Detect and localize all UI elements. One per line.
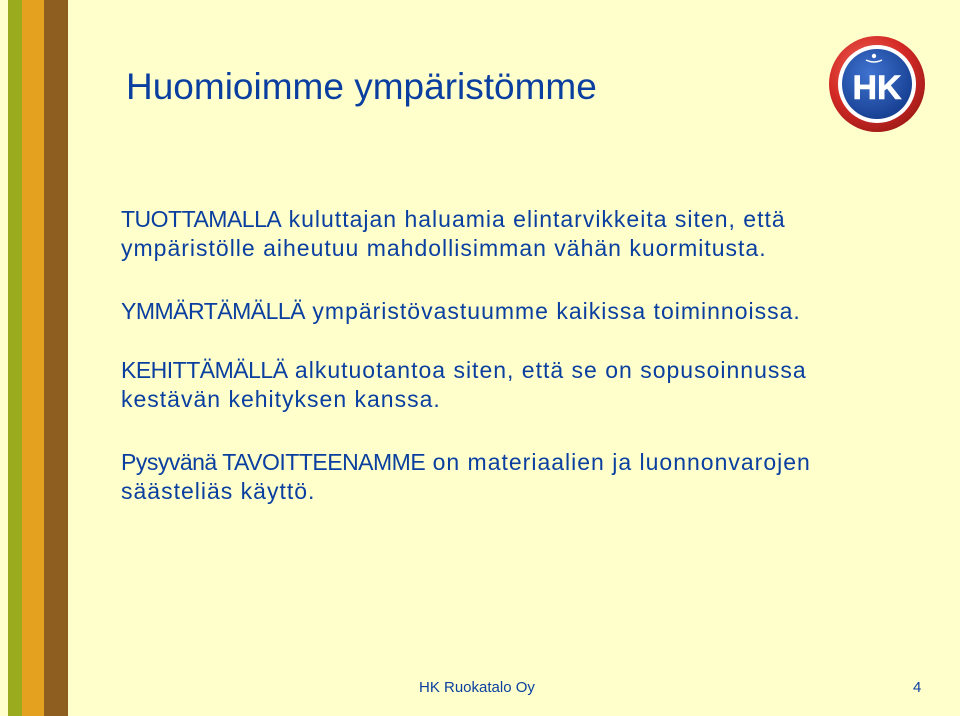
- paragraph-production: [121, 205, 911, 263]
- page-number: 4: [913, 679, 922, 696]
- paragraph-lead: TUOTTAMALLA: [121, 206, 282, 232]
- paragraph-developing: [121, 356, 911, 414]
- hk-logo: [826, 33, 928, 135]
- paragraph-text: alkutuotantoa siten, että se on sopusoinnussa kestävän kehityksen kanssa.: [121, 357, 807, 412]
- paragraph-text: kuluttajan haluamia elintarvikkeita siten, että ympäristölle aiheutuu mahdollisimman vähän kuormitusta.: [121, 206, 786, 261]
- slide-title: Huomioimme ympäristömme: [126, 66, 597, 107]
- paragraph-lead: YMMÄRTÄMÄLLÄ: [121, 298, 306, 324]
- logo-text: HK: [852, 69, 902, 107]
- paragraph-lead: KEHITTÄMÄLLÄ: [121, 357, 288, 383]
- left-stripe-green: [8, 0, 22, 716]
- slide-body: [121, 205, 911, 540]
- paragraph-goal: [121, 448, 911, 506]
- paragraph-understanding: [121, 297, 911, 326]
- left-stripe-orange: [22, 0, 44, 716]
- paragraph-text: ympäristövastuumme kaikissa toiminnoissa.: [305, 298, 801, 324]
- left-stripe-brown: [44, 0, 68, 716]
- footer-company: HK Ruokatalo Oy: [419, 679, 535, 696]
- paragraph-text: on materiaalien ja luonnonvarojen säästeliäs käyttö.: [121, 449, 811, 504]
- left-stripe-light: [0, 0, 8, 716]
- paragraph-lead: Pysyvänä TAVOITTEENAMME: [121, 449, 426, 475]
